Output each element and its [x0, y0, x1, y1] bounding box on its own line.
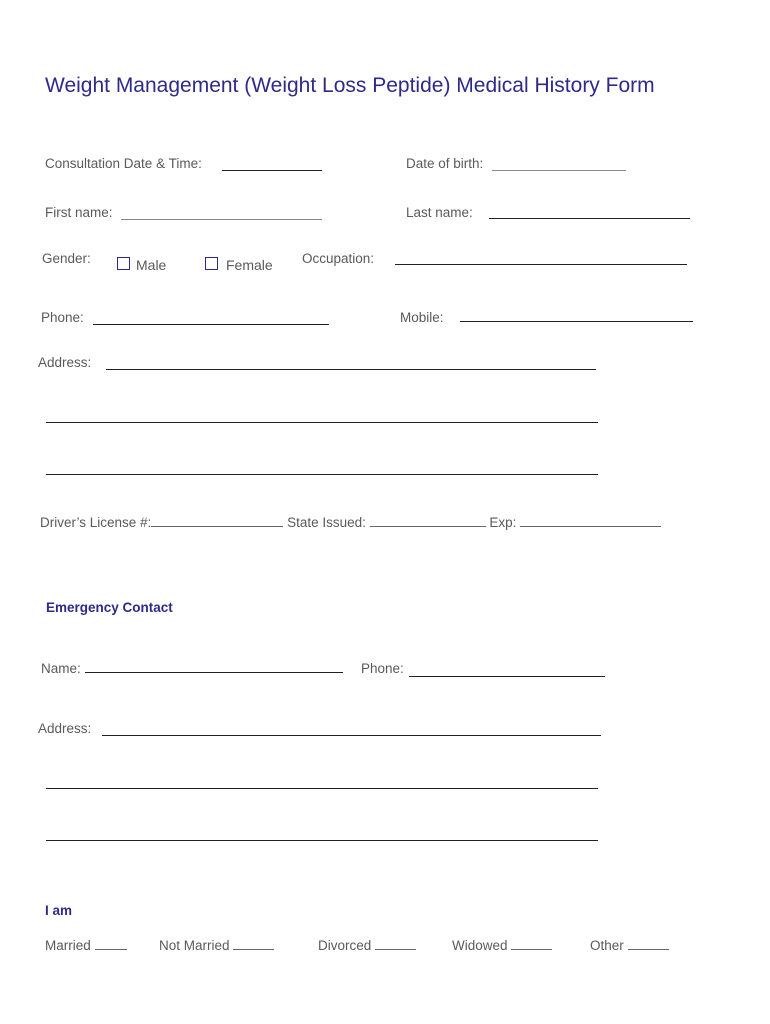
widowed-field[interactable] [511, 949, 552, 950]
license-field[interactable] [151, 526, 283, 527]
not-married-field[interactable] [233, 949, 274, 950]
emergency-phone-field[interactable] [409, 676, 605, 677]
occupation-label: Occupation: [302, 251, 375, 266]
address-label: Address: [38, 355, 92, 370]
consultation-label: Consultation Date & Time: [45, 156, 202, 171]
female-checkbox[interactable] [205, 257, 218, 270]
not-married-label: Not Married [159, 938, 230, 953]
occupation-field[interactable] [395, 264, 687, 265]
state-field[interactable] [370, 526, 486, 527]
consultation-field[interactable] [222, 170, 322, 171]
license-label: Driver’s License #: [40, 515, 152, 530]
emergency-address-line-1[interactable] [102, 735, 601, 736]
phone-field[interactable] [93, 324, 329, 325]
mobile-field[interactable] [460, 321, 693, 322]
divorced-label: Divorced [318, 938, 372, 953]
emergency-address-line-3[interactable] [46, 840, 598, 841]
marital-option-married[interactable] [45, 938, 127, 953]
phone-label: Phone: [41, 310, 84, 325]
mobile-label: Mobile: [400, 310, 444, 325]
married-label: Married [45, 938, 91, 953]
married-field[interactable] [95, 949, 127, 950]
license-row [40, 515, 661, 530]
emergency-phone-label: Phone: [361, 661, 404, 676]
male-checkbox[interactable] [117, 257, 130, 270]
marital-option-widowed[interactable] [452, 938, 552, 953]
last-name-field[interactable] [489, 218, 690, 219]
female-label: Female [226, 257, 273, 273]
address-line-2[interactable] [46, 422, 598, 423]
emergency-heading: Emergency Contact [46, 600, 173, 615]
first-name-label: First name: [45, 205, 113, 220]
marital-option-not-married[interactable] [159, 938, 274, 953]
dob-label: Date of birth: [406, 156, 484, 171]
gender-label: Gender: [42, 251, 91, 266]
last-name-label: Last name: [406, 205, 473, 220]
other-field[interactable] [628, 949, 669, 950]
emergency-name-field[interactable] [85, 672, 343, 673]
emergency-address-label: Address: [38, 721, 92, 736]
first-name-field[interactable] [121, 219, 322, 220]
widowed-label: Widowed [452, 938, 508, 953]
exp-field[interactable] [520, 526, 661, 527]
address-line-1[interactable] [106, 369, 596, 370]
marital-option-other[interactable] [590, 938, 669, 953]
other-label: Other [590, 938, 624, 953]
page-title: Weight Management (Weight Loss Peptide) Medical History Form [45, 74, 655, 97]
emergency-address-line-2[interactable] [46, 788, 598, 789]
emergency-name-label: Name: [41, 661, 81, 676]
divorced-field[interactable] [375, 949, 416, 950]
marital-heading: I am [45, 903, 73, 918]
address-line-3[interactable] [46, 474, 598, 475]
dob-field[interactable] [492, 170, 626, 171]
exp-label: Exp: [489, 515, 517, 530]
male-label: Male [136, 257, 167, 273]
state-label: State Issued: [287, 515, 366, 530]
marital-option-divorced[interactable] [318, 938, 416, 953]
